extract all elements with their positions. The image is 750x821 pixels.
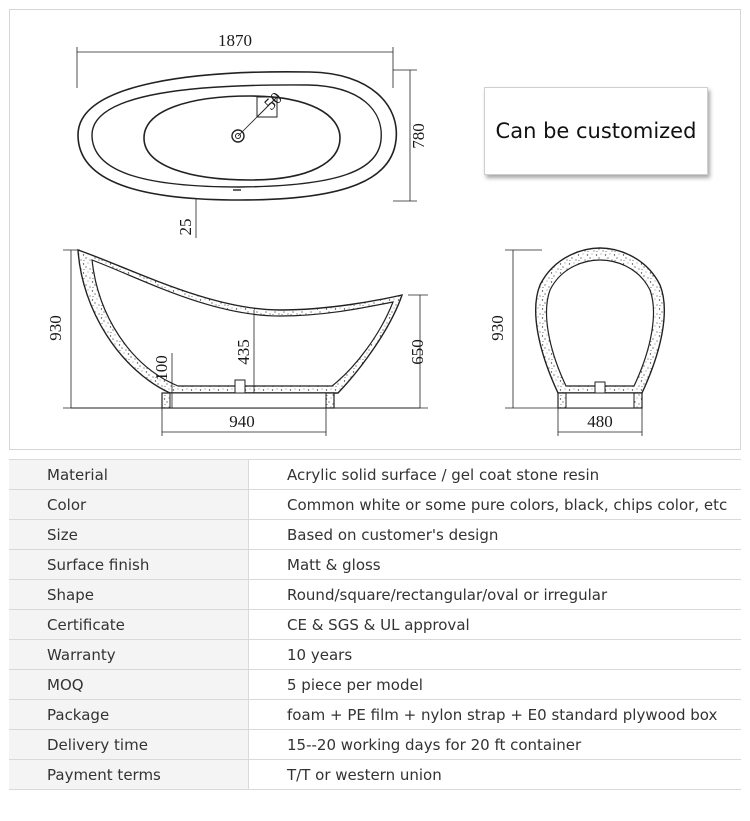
drain-dimension: 50 [260, 88, 286, 114]
spec-label: Certificate [9, 610, 249, 640]
spec-label: Material [9, 460, 249, 490]
spec-label: Color [9, 490, 249, 520]
spec-label: MOQ [9, 670, 249, 700]
spec-table [9, 459, 741, 790]
spec-value: Acrylic solid surface / gel coat stone resin [249, 460, 742, 490]
spec-label: Delivery time [9, 730, 249, 760]
spec-value: Based on customer's design [249, 520, 742, 550]
spec-value: foam + PE film + nylon strap + E0 standard plywood box [249, 700, 742, 730]
customization-note: Can be customized [484, 87, 708, 175]
spec-label: Warranty [9, 640, 249, 670]
side-height-dimension: 930 [46, 315, 65, 341]
top-view [77, 47, 417, 238]
table-row [9, 730, 741, 760]
tub-base-inner [170, 393, 326, 408]
tub-end-base-inner [566, 393, 634, 408]
spec-table-body [9, 460, 741, 790]
spec-value: 10 years [249, 640, 742, 670]
table-row [9, 460, 741, 490]
spec-label: Size [9, 520, 249, 550]
spec-value: 15--20 working days for 20 ft container [249, 730, 742, 760]
tub-outer-rim [78, 72, 396, 200]
spec-value: Round/square/rectangular/oval or irregular [249, 580, 742, 610]
drawing-svg [10, 10, 742, 451]
spec-label: Shape [9, 580, 249, 610]
spec-label: Payment terms [9, 760, 249, 790]
spec-value: Common white or some pure colors, black, chips color, etc [249, 490, 742, 520]
tub-basin [144, 96, 340, 180]
spec-value: Matt & gloss [249, 550, 742, 580]
end-view [505, 248, 664, 436]
table-row [9, 550, 741, 580]
spec-value: CE & SGS & UL approval [249, 610, 742, 640]
spec-label: Surface finish [9, 550, 249, 580]
table-row [9, 700, 741, 730]
inner-depth-dimension: 435 [234, 339, 253, 365]
drain-leader [238, 117, 257, 136]
table-row [9, 640, 741, 670]
end-height-dimension: 930 [488, 315, 507, 341]
base-length-dimension: 940 [229, 412, 255, 431]
spec-value: 5 piece per model [249, 670, 742, 700]
base-height-dimension: 100 [152, 355, 171, 381]
tub-drain-pipe [235, 380, 245, 393]
table-row [9, 580, 741, 610]
technical-drawing [9, 9, 741, 450]
table-row [9, 520, 741, 550]
table-row [9, 610, 741, 640]
outer-height-dimension: 650 [408, 339, 427, 365]
width-dimension: 780 [409, 123, 428, 149]
spec-value: T/T or western union [249, 760, 742, 790]
table-row [9, 760, 741, 790]
rim-dimension: 25 [176, 218, 195, 236]
tub-end-drain [595, 382, 605, 393]
spec-label: Package [9, 700, 249, 730]
tub-inner-rim [92, 85, 381, 187]
tub-end-inner [547, 260, 654, 386]
table-row [9, 490, 741, 520]
length-dimension: 1870 [218, 31, 252, 50]
end-width-dimension: 480 [587, 412, 613, 431]
table-row [9, 670, 741, 700]
